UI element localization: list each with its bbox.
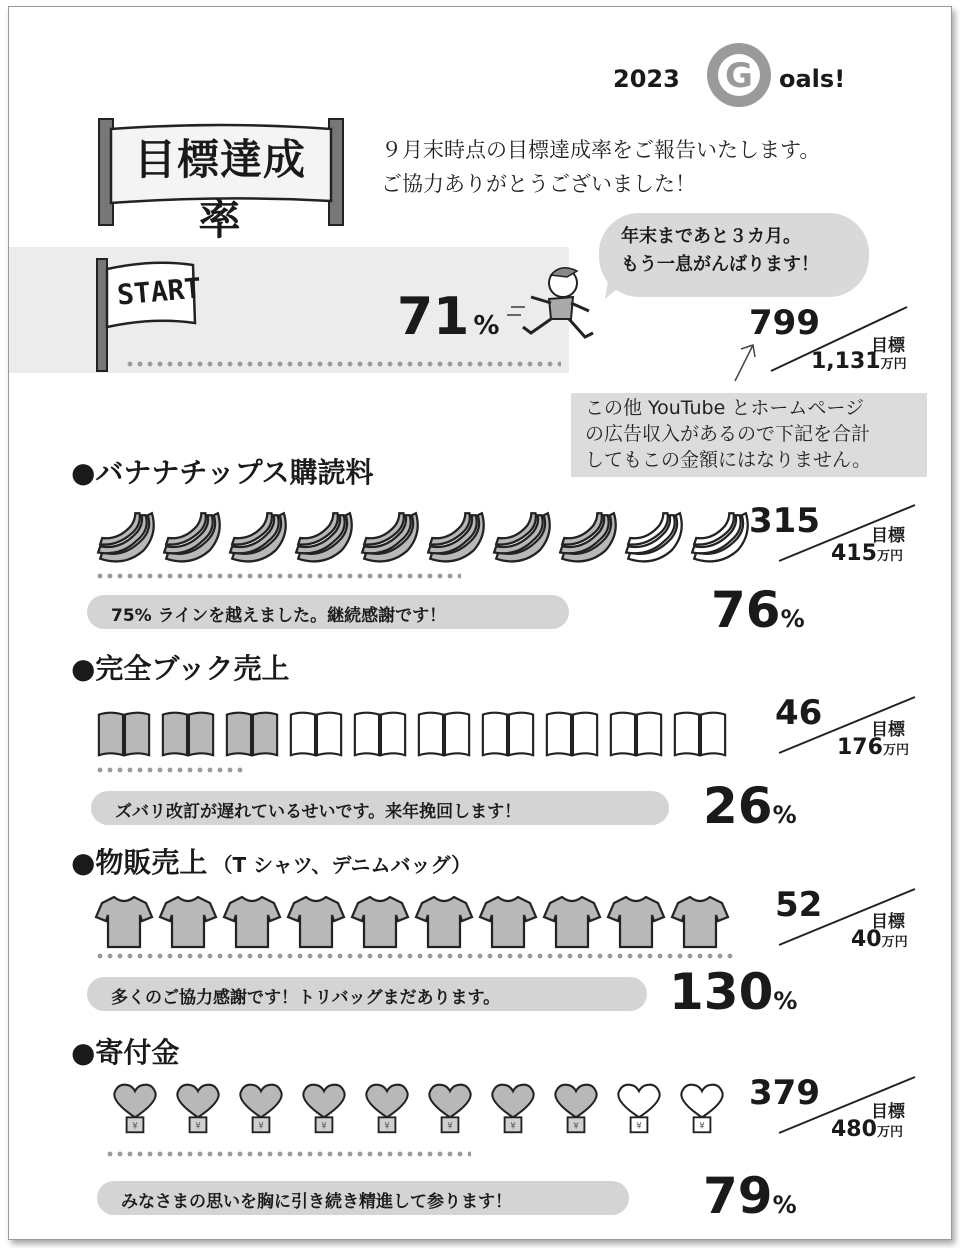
tshirt-item bbox=[541, 891, 603, 955]
banana-icon bbox=[423, 507, 487, 569]
overall-goal: 1,131万円 bbox=[811, 349, 907, 374]
tshirt-icon bbox=[413, 891, 475, 951]
banana-item bbox=[489, 507, 553, 573]
book-icon bbox=[93, 703, 155, 761]
book-icon bbox=[605, 703, 667, 761]
book-item bbox=[285, 703, 347, 765]
section-goal: 176万円 bbox=[837, 735, 909, 760]
book-icon bbox=[349, 703, 411, 761]
heart-item bbox=[170, 1075, 226, 1145]
banana-item bbox=[225, 507, 289, 573]
intro-text bbox=[381, 133, 820, 201]
heart-item bbox=[359, 1075, 415, 1145]
banana-icon bbox=[621, 507, 685, 569]
book-item bbox=[157, 703, 219, 765]
heart-icon bbox=[674, 1075, 730, 1141]
book-item bbox=[669, 703, 731, 765]
page-title: 目標達成率 bbox=[133, 135, 306, 244]
section-percent: 76% bbox=[711, 581, 805, 639]
section-progress-dots bbox=[105, 1151, 471, 1157]
banana-item bbox=[357, 507, 421, 573]
banana-icon bbox=[159, 507, 223, 569]
heart-icon bbox=[296, 1075, 352, 1141]
section-actual: 46 bbox=[775, 693, 823, 733]
section-progress-dots bbox=[95, 573, 461, 579]
svg-text:¥: ¥ bbox=[636, 1120, 642, 1131]
heart-icon bbox=[485, 1075, 541, 1141]
speech-line-1: 年末まであと３カ月。 bbox=[621, 226, 801, 247]
tshirt-item bbox=[669, 891, 731, 955]
banana-item bbox=[93, 507, 157, 573]
speech-text bbox=[621, 223, 819, 279]
banana-item bbox=[687, 507, 751, 573]
heart-item bbox=[611, 1075, 667, 1145]
section-comment: 75% ラインを越えました。継続感謝です！ bbox=[87, 595, 569, 629]
book-icon bbox=[669, 703, 731, 761]
tshirt-icon bbox=[605, 891, 667, 951]
banana-icon bbox=[555, 507, 619, 569]
svg-text:¥: ¥ bbox=[447, 1120, 453, 1131]
tshirt-icon-row bbox=[93, 891, 733, 955]
section-goal-label: 目標 bbox=[871, 912, 905, 932]
section-goal-label: 目標 bbox=[871, 720, 905, 740]
tshirt-item bbox=[605, 891, 667, 955]
note-line-3: してもこの金額にはなりません。 bbox=[585, 449, 872, 471]
banana-item bbox=[159, 507, 223, 573]
banana-icon bbox=[489, 507, 553, 569]
banana-icon bbox=[357, 507, 421, 569]
note-text bbox=[585, 395, 871, 473]
svg-text:¥: ¥ bbox=[195, 1120, 201, 1131]
goals-word: oals! bbox=[779, 65, 846, 93]
heart-item bbox=[296, 1075, 352, 1145]
heart-item bbox=[674, 1075, 730, 1145]
banana-item bbox=[621, 507, 685, 573]
svg-text:¥: ¥ bbox=[510, 1120, 516, 1131]
book-item bbox=[93, 703, 155, 765]
section-title: ●バナナチップス購読料 bbox=[71, 456, 374, 489]
goals-year: 2023 bbox=[613, 65, 680, 93]
section-comment: みなさまの思いを胸に引き続き精進して参ります！ bbox=[97, 1181, 629, 1215]
intro-line-2: ご協力ありがとうございました！ bbox=[381, 172, 696, 196]
note-line-1: この他 YouTube とホームページ bbox=[585, 397, 864, 419]
heart-icon-row bbox=[107, 1075, 737, 1145]
section-actual: 52 bbox=[775, 885, 823, 925]
section-progress-dots bbox=[95, 953, 735, 959]
start-flag-label: START bbox=[115, 271, 203, 312]
book-icon bbox=[477, 703, 539, 761]
tshirt-item bbox=[93, 891, 155, 955]
heart-item bbox=[422, 1075, 478, 1145]
svg-text:¥: ¥ bbox=[321, 1120, 327, 1131]
runner-icon bbox=[505, 257, 597, 349]
heart-item bbox=[107, 1075, 163, 1145]
banana-icon bbox=[291, 507, 355, 569]
section-percent: 130% bbox=[669, 963, 798, 1021]
section-title: ●寄付金 bbox=[71, 1036, 180, 1069]
book-item bbox=[541, 703, 603, 765]
tshirt-item bbox=[477, 891, 539, 955]
svg-text:¥: ¥ bbox=[699, 1120, 705, 1131]
tshirt-item bbox=[349, 891, 411, 955]
section-header bbox=[71, 841, 471, 881]
overall-progress-dots bbox=[125, 361, 561, 367]
section-goal: 480万円 bbox=[831, 1117, 903, 1142]
book-icon bbox=[413, 703, 475, 761]
heart-item bbox=[485, 1075, 541, 1145]
svg-text:¥: ¥ bbox=[384, 1120, 390, 1131]
tshirt-item bbox=[285, 891, 347, 955]
tshirt-icon bbox=[285, 891, 347, 951]
tshirt-icon bbox=[541, 891, 603, 951]
heart-item bbox=[548, 1075, 604, 1145]
svg-text:¥: ¥ bbox=[132, 1120, 138, 1131]
book-icon bbox=[157, 703, 219, 761]
tshirt-icon bbox=[221, 891, 283, 951]
section-goal-label: 目標 bbox=[871, 1102, 905, 1122]
heart-icon bbox=[611, 1075, 667, 1141]
section-subtitle: （T シャツ、デニムバッグ） bbox=[212, 853, 472, 877]
heart-icon bbox=[107, 1075, 163, 1141]
intro-line-1: ９月末時点の目標達成率をご報告いたします。 bbox=[381, 138, 821, 162]
tshirt-icon bbox=[93, 891, 155, 951]
book-item bbox=[349, 703, 411, 765]
overall-percent: 71 % bbox=[397, 287, 500, 347]
section-progress-dots bbox=[95, 767, 245, 773]
goals-g-logo-icon bbox=[701, 39, 781, 109]
section-percent: 26% bbox=[703, 777, 797, 835]
book-item bbox=[605, 703, 667, 765]
book-icon bbox=[285, 703, 347, 761]
banana-icon-row bbox=[93, 507, 753, 573]
tshirt-icon bbox=[669, 891, 731, 951]
section-comment: 多くのご協力感謝です！トリバッグまだあります。 bbox=[87, 977, 647, 1011]
book-icon bbox=[221, 703, 283, 761]
heart-icon bbox=[359, 1075, 415, 1141]
arrow-up-icon bbox=[731, 341, 761, 383]
speech-line-2: もう一息がんばります！ bbox=[621, 254, 819, 275]
banana-icon bbox=[687, 507, 751, 569]
tshirt-icon bbox=[477, 891, 539, 951]
overall-goal-label: 目標 bbox=[871, 336, 905, 356]
heart-icon bbox=[170, 1075, 226, 1141]
goals-report-page bbox=[8, 6, 952, 1240]
banana-item bbox=[555, 507, 619, 573]
heart-item bbox=[233, 1075, 289, 1145]
goals-g-letter: G bbox=[725, 56, 753, 96]
section-goal: 415万円 bbox=[831, 541, 903, 566]
section-actual: 379 bbox=[749, 1073, 820, 1113]
book-item bbox=[477, 703, 539, 765]
tshirt-icon bbox=[349, 891, 411, 951]
overall-actual: 799 bbox=[749, 303, 820, 343]
book-icon-row bbox=[93, 703, 733, 765]
section-title: ●物販売上 bbox=[71, 846, 208, 879]
banana-item bbox=[423, 507, 487, 573]
tshirt-item bbox=[221, 891, 283, 955]
banana-icon bbox=[225, 507, 289, 569]
banana-item bbox=[291, 507, 355, 573]
book-icon bbox=[541, 703, 603, 761]
section-goal: 40万円 bbox=[851, 927, 908, 952]
tshirt-icon bbox=[157, 891, 219, 951]
banana-icon bbox=[93, 507, 157, 569]
note-line-2: の広告収入があるので下記を合計 bbox=[585, 423, 871, 445]
heart-icon bbox=[233, 1075, 289, 1141]
tshirt-item bbox=[413, 891, 475, 955]
section-percent: 79% bbox=[703, 1167, 797, 1225]
svg-text:¥: ¥ bbox=[573, 1120, 579, 1131]
section-goal-label: 目標 bbox=[871, 526, 905, 546]
book-item bbox=[413, 703, 475, 765]
heart-icon bbox=[548, 1075, 604, 1141]
section-comment: ズバリ改訂が遅れているせいです。来年挽回します！ bbox=[91, 791, 669, 825]
book-item bbox=[221, 703, 283, 765]
section-title: ●完全ブック売上 bbox=[71, 652, 290, 685]
tshirt-item bbox=[157, 891, 219, 955]
section-actual: 315 bbox=[749, 501, 820, 541]
heart-icon bbox=[422, 1075, 478, 1141]
svg-text:¥: ¥ bbox=[258, 1120, 264, 1131]
